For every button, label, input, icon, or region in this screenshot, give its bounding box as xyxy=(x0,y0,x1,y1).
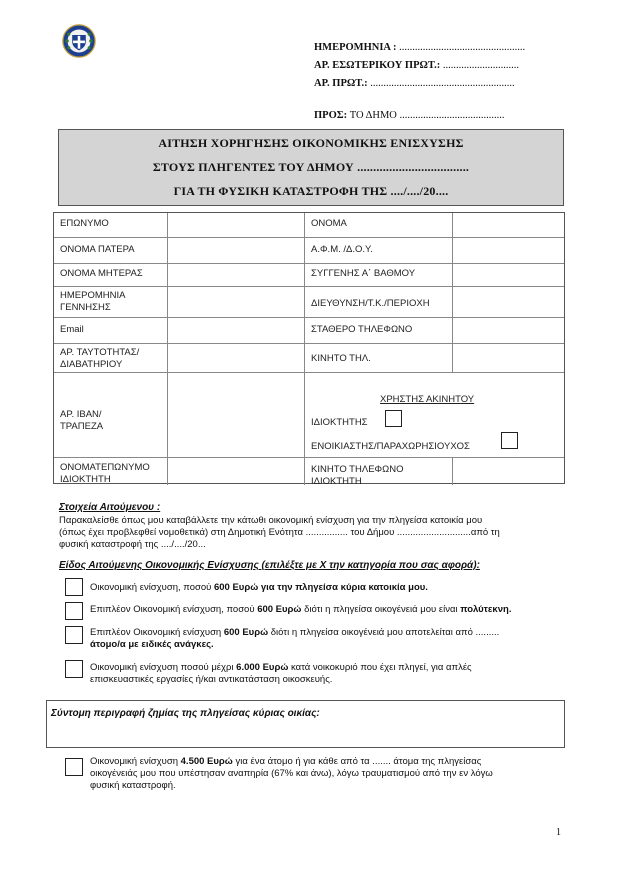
support-option-2-condition: πολύτεκνη. xyxy=(460,604,512,615)
owner-mobile-input[interactable] xyxy=(453,458,563,484)
support-option-2-text xyxy=(90,604,562,616)
internal-protocol-field xyxy=(314,60,519,71)
mobile-label: ΚΙΝΗΤΟ ΤΗΛ. xyxy=(311,353,371,364)
address-label: ΔΙΕΥΘΥΝΣΗ/Τ.Κ./ΠΕΡΙΟΧΗ xyxy=(311,298,430,309)
disability-option-line3: φυσική καταστροφή. xyxy=(90,780,176,791)
birth-date-label-line2: ΓΕΝΝΗΣΗΣ xyxy=(60,302,111,313)
damage-description-title: Σύντομη περιγραφή ζημίας της πληγείσας κύριας οικίας: xyxy=(51,708,320,719)
date-dots[interactable]: ................................................ xyxy=(399,42,526,53)
mobile-input[interactable] xyxy=(453,344,563,371)
owner-name-label-line2: ΙΔΙΟΚΤΗΤΗ xyxy=(60,474,111,485)
support-option-3-prefix: Επιπλέον Οικονομική ενίσχυση xyxy=(90,627,224,638)
support-option-4-suffix: επισκευαστικές εργασίες ή/και αντικατάσταση οικοσκευής. xyxy=(90,674,333,685)
owner-name-label xyxy=(60,462,150,486)
support-option-2-prefix: Επιπλέον Οικονομική ενίσχυση, ποσού xyxy=(90,604,258,615)
iban-label-line2: ΤΡΑΠΕΖΑ xyxy=(60,421,104,432)
iban-label-line1: ΑΡ. IBAN/ xyxy=(60,409,102,420)
afm-doy-input[interactable] xyxy=(453,238,563,262)
support-section-title: Είδος Αιτούμενης Οικονομικής Ενίσχυσης (επιλέξτε με Χ την κατηγορία που σας αφορά): xyxy=(59,560,480,571)
date-label: ΗΜΕΡΟΜΗΝΙΑ : xyxy=(314,42,397,53)
internal-protocol-dots[interactable]: ............................. xyxy=(442,60,519,71)
support-option-3-text xyxy=(90,627,562,651)
request-line-2: (όπως έχει προβλεφθεί νομοθετικά) στη Δημοτική Ενότητα ................ του Δήμου ............................από τη xyxy=(59,527,500,538)
date-field xyxy=(314,42,525,53)
owner-checkbox[interactable] xyxy=(385,410,402,427)
surname-input[interactable] xyxy=(168,214,303,236)
mother-name-label: ΟΝΟΜΑ ΜΗΤΕΡΑΣ xyxy=(60,268,143,279)
owner-mobile-label xyxy=(311,464,403,488)
id-number-label xyxy=(60,347,139,371)
email-label: Email xyxy=(60,324,84,335)
landline-label: ΣΤΑΘΕΡΟ ΤΗΛΕΦΩΝΟ xyxy=(311,324,413,335)
owner-label: ΙΔΙΟΚΤΗΤΗΣ xyxy=(311,417,368,428)
support-option-1-text xyxy=(90,582,562,594)
disability-option-amount: 4.500 Ευρώ xyxy=(180,756,233,767)
owner-mobile-label-line2: ΙΔΙΟΚΤΗΤΗ xyxy=(311,476,362,487)
spouse-input[interactable] xyxy=(453,264,563,285)
support-option-4-middle: κατά νοικοκυριό που έχει πληγεί, για απλές xyxy=(288,662,472,673)
support-option-3-amount: 600 Ευρώ xyxy=(223,627,269,638)
request-paragraph xyxy=(59,515,562,551)
id-number-input[interactable] xyxy=(168,344,303,371)
disability-option-text xyxy=(90,756,562,792)
disability-option-checkbox[interactable] xyxy=(65,758,83,776)
recipient-label: ΠΡΟΣ: xyxy=(314,110,348,121)
applicant-form-table xyxy=(53,212,565,487)
owner-mobile-label-line1: ΚΙΝΗΤΟ ΤΗΛΕΦΩΝΟ xyxy=(311,464,404,475)
title-box xyxy=(58,129,564,206)
protocol-dots[interactable]: ....................................................... xyxy=(370,78,515,89)
protocol-label: ΑΡ. ΠΡΩΤ.: xyxy=(314,78,368,89)
support-option-1-prefix: Οικονομική ενίσχυση, ποσού xyxy=(90,582,214,593)
iban-label xyxy=(60,409,103,433)
disability-option-middle: για ένα άτομο ή για κάθε από τα ....... άτομα της πληγείσας xyxy=(232,756,482,767)
tenant-label: ΕΝΟΙΚΙΑΣΤΗΣ/ΠΑΡΑΧΩΡΗΣΙΟΥΧΟΣ xyxy=(311,441,470,452)
title-line-3: ΓΙΑ ΤΗ ΦΥΣΙΚΗ ΚΑΤΑΣΤΡΟΦΗ ΤΗΣ ..../..../20.... xyxy=(173,184,449,198)
owner-name-label-line1: ΟΝΟΜΑΤΕΠΩΝΥΜΟ xyxy=(60,462,150,473)
afm-doy-label: Α.Φ.Μ. /Δ.Ο.Υ. xyxy=(311,244,373,255)
title-line-2: ΣΤΟΥΣ ΠΛΗΓΕΝΤΕΣ ΤΟΥ ΔΗΜΟΥ ................................... xyxy=(152,160,470,174)
recipient-field xyxy=(314,110,504,121)
birth-date-label-line1: ΗΜΕΡΟΜΗΝΙΑ xyxy=(60,290,126,301)
support-option-3-checkbox[interactable] xyxy=(65,626,83,644)
iban-input[interactable] xyxy=(168,373,303,456)
support-option-1-amount: 600 Ευρώ για την πληγείσα κύρια κατοικία μου. xyxy=(213,582,428,593)
disability-option-line2: οικογένειάς μου που υπέστησαν αναπηρία (67% και άνω), λόγω τραυματισμού από την εν λόγω xyxy=(90,768,493,779)
landline-input[interactable] xyxy=(453,318,563,342)
support-option-2-amount: 600 Ευρώ xyxy=(257,604,302,615)
internal-protocol-label: ΑΡ. ΕΣΩΤΕΡΙΚΟΥ ΠΡΩΤ.: xyxy=(314,60,441,71)
page-number: 1 xyxy=(556,827,561,838)
support-option-2-middle: διότι η πληγείσα οικογένειά μου είναι xyxy=(301,604,461,615)
owner-name-input[interactable] xyxy=(168,458,303,484)
request-section-title: Στοιχεία Αιτούμενου : xyxy=(59,502,161,513)
support-option-1-checkbox[interactable] xyxy=(65,578,83,596)
greek-emblem-icon xyxy=(62,24,96,58)
disability-option-prefix: Οικονομική ενίσχυση xyxy=(90,756,181,767)
spouse-label: ΣΥΓΓΕΝΗΣ Α΄ ΒΑΘΜΟΥ xyxy=(311,268,416,279)
support-option-3-middle: διότι η πληγείσα οικογένειά μου αποτελείται από ......... xyxy=(268,627,500,638)
address-input[interactable] xyxy=(453,287,563,316)
support-option-4-amount: 6.000 Ευρώ xyxy=(236,662,289,673)
father-name-input[interactable] xyxy=(168,238,303,262)
tenant-checkbox[interactable] xyxy=(501,432,518,449)
request-line-3: φυσική καταστροφή της ..../..../20... xyxy=(59,539,206,550)
support-option-4-text xyxy=(90,662,562,686)
title-line-1: ΑΙΤΗΣΗ ΧΟΡΗΓΗΣΗΣ ΟΙΚΟΝΟΜΙΚΗΣ ΕΝΙΣΧΥΣΗΣ xyxy=(158,136,464,150)
id-number-label-line2: ΔΙΑΒΑΤΗΡΙΟΥ xyxy=(60,359,123,370)
name-input[interactable] xyxy=(453,214,563,236)
surname-label: ΕΠΩΝΥΜΟ xyxy=(60,218,109,229)
id-number-label-line1: ΑΡ. ΤΑΥΤΟΤΗΤΑΣ/ xyxy=(60,347,140,358)
protocol-field xyxy=(314,78,515,89)
mother-name-input[interactable] xyxy=(168,264,303,285)
support-option-4-checkbox[interactable] xyxy=(65,660,83,678)
email-input[interactable] xyxy=(168,318,303,342)
recipient-value[interactable]: ΤΟ ΔΗΜΟ ........................................ xyxy=(349,110,505,121)
support-option-3-condition: άτομο/α με ειδικές ανάγκες. xyxy=(90,639,214,650)
name-label: ΟΝΟΜΑ xyxy=(311,218,347,229)
birth-date-label xyxy=(60,290,125,314)
support-option-2-checkbox[interactable] xyxy=(65,602,83,620)
birth-date-input[interactable] xyxy=(168,287,303,316)
support-option-4-prefix: Οικονομική ενίσχυση ποσού μέχρι xyxy=(90,662,237,673)
father-name-label: ΟΝΟΜΑ ΠΑΤΕΡΑ xyxy=(60,244,135,255)
property-user-label: ΧΡΗΣΤΗΣ ΑΚΙΝΗΤΟΥ xyxy=(380,394,475,405)
damage-description-box[interactable] xyxy=(46,700,565,748)
request-line-1: Παρακαλείσθε όπως μου καταβάλλετε την κάτωθι οικονομική ενίσχυση για την πληγείσα κατοικία μου xyxy=(59,515,483,526)
